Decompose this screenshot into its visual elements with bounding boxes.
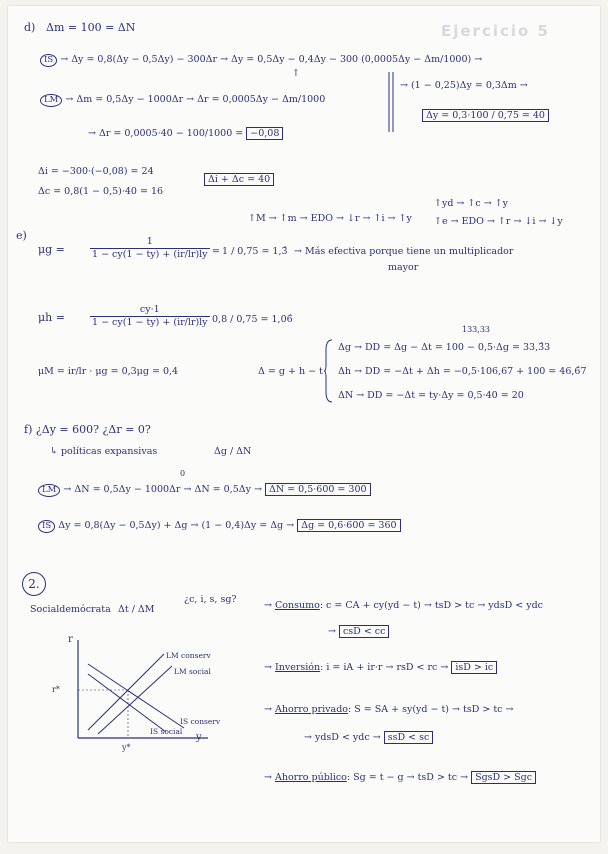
mu-g-value: 1 / 0,75 = 1,3̂ [222, 246, 288, 257]
section-2-question: ¿c, i, s, sg? [184, 594, 237, 605]
mu-h-numerator: cy·1 [90, 304, 210, 317]
dy-result-box [422, 110, 549, 122]
ahorro-privado-label: Ahorro privado [274, 704, 348, 715]
dr-equation: → Δr = 0,0005·40 − 100/1000 = [88, 128, 244, 139]
policy-vars: Δg / ΔN [214, 446, 252, 457]
dd-branch-h: Δh → DD = −Δt + Δh = −0,5·106,67 + 100 = 46,6̂7 [338, 366, 587, 377]
is-tag: IS [40, 54, 57, 67]
graph-r-star: r* [52, 685, 60, 694]
consumo-result-row: → csD < cc [328, 626, 389, 638]
lm-equation: → Δm = 0,5Δy − 1000Δr → Δr = 0,0005Δy − Δm/1000 [65, 94, 326, 105]
sum-result: Δi + Δc = 40 [204, 173, 274, 186]
ghost-title: Ejercicio 5 [441, 22, 550, 40]
ahorro-privado-row: → Ahorro privado: S = SA + sy(yd − t) → tsD > tc → [264, 704, 514, 715]
part-e-label: e) [16, 229, 27, 242]
notebook-page [8, 6, 600, 842]
consumo-equation: : c = CA + cy(yd − t) → tsD > tc → ydsD < ydc [319, 600, 544, 611]
dr-row [88, 128, 283, 140]
mu-h-denominator: 1 − cy(1 − ty) + (ir/lr)ly [92, 317, 208, 328]
part-d-premise: Δm = 100 = ΔN [46, 21, 136, 34]
superscript-value: 133,33 [462, 325, 490, 334]
is-equation-row [40, 54, 482, 67]
mu-h-value: 0,8 / 0,75 = 1,06̂ [212, 314, 293, 325]
section-2-intro: Socialdemócrata [30, 604, 111, 615]
mu-g-note: → Más efectiva porque tiene un multiplicador [294, 246, 514, 257]
f-lm-result: ΔN = 0,5·600 = 300 [265, 483, 371, 496]
dy-result: Δy = 0,3·100 / 0,75 = 40 [422, 109, 549, 122]
consumo-result: csD < cc [339, 625, 389, 638]
lm-equation-row [40, 94, 325, 107]
f-lm-tag: LM [38, 484, 60, 497]
mu-g-fraction [88, 236, 212, 261]
ahorro-privado-equation: : S = SA + sy(yd − t) → tsD > tc → [348, 704, 514, 715]
graph-y-star: y* [122, 743, 131, 752]
mu-h-lhs: μh = [38, 311, 65, 324]
ahorro-privado-step: → ydsD < ydc → [304, 732, 381, 743]
ahorro-publico-label: Ahorro público [274, 772, 347, 783]
graph-lm-conserv-label: LM conserv [166, 651, 211, 660]
f-lm-equation: → ΔN = 0,5Δy − 1000Δr → ΔN = 0,5Δy → [63, 484, 262, 495]
mu-g-numerator: 1 [90, 236, 210, 249]
delta-i-line: Δi = −300·(−0,08) = 24 [38, 166, 154, 177]
lm-tag: LM [40, 94, 62, 107]
mu-g-lhs: μg = [38, 243, 65, 256]
sum-box [204, 174, 274, 186]
f-is-equation: Δy = 0,8(Δy − 0,5Δy) + Δg → (1 − 0,4)Δy = Δg → [58, 520, 295, 531]
part-f-question: f) ¿Δy = 600? ¿Δr = 0? [24, 423, 151, 436]
inversion-row: → Inversión: i = iA + ir·r → rsD < rc → isD > ic [264, 662, 497, 674]
f-is-tag: IS [38, 520, 55, 533]
f-lm-row [38, 484, 371, 497]
dd-branch-n: ΔN → DD = −Δt = ty·Δy = 0,5·40 = 20 [338, 390, 524, 401]
section-2-number: 2. [22, 572, 46, 596]
is-conserv-curve [88, 664, 184, 728]
lm-social-curve [98, 666, 172, 734]
zero-mark: 0 [180, 469, 186, 478]
f-is-result: Δg = 0,6·600 = 360 [297, 519, 400, 532]
lm-conserv-curve [88, 654, 164, 730]
inversion-label: Inversión [274, 662, 321, 673]
mu-m-line: μM = ir/lr · μg = 0,3μg = 0,4 [38, 366, 179, 377]
policies-note: ↳ políticas expansivas [50, 446, 158, 457]
inversion-result: isD > ic [451, 661, 497, 674]
graph-is-social-label: IS social [150, 727, 183, 736]
ahorro-privado-result-row [304, 732, 433, 744]
graph-is-conserv-label: IS conserv [180, 717, 221, 726]
transmission-branch-b: ↑e → EDO → ↑r → ↓i → ↓y [434, 216, 563, 227]
section-2-vars: Δt / ΔM [118, 604, 155, 615]
dd-branch-g: Δg → DD = Δg − Δt = 100 − 0,5·Δg = 33,3̂3 [338, 342, 551, 353]
inversion-equation: : i = iA + ir·r → rsD < rc → [320, 662, 449, 673]
delta-c-line: Δc = 0,8(1 − 0,5)·40 = 16 [38, 186, 164, 197]
dr-result: −0,08 [246, 127, 283, 140]
mu-g-denominator: 1 − cy(1 − ty) + (ir/lr)ly [92, 249, 208, 260]
mu-g-note-cont: mayor [388, 262, 419, 273]
delta-def: Δ = g + h − t [258, 366, 323, 377]
mu-h-fraction [88, 304, 212, 329]
graph-y-label: r [68, 634, 73, 645]
ahorro-publico-equation: : Sg = t − g → tsD > tc → [346, 772, 469, 783]
part-d-label: d) [24, 21, 36, 34]
up-arrow-icon: ↑ [292, 68, 300, 79]
graph-x-label: y [196, 732, 202, 743]
consumo-label: Consumo [274, 600, 320, 611]
is-equation: → Δy = 0,8(Δy − 0,5Δy) − 300Δr → Δy = 0,5Δy − 0,4Δy − 300 (0,0005Δy − Δm/1000) → [60, 54, 483, 65]
ahorro-privado-result: ssD < sc [384, 731, 434, 744]
ahorro-publico-row: → Ahorro público: Sg = t − g → tsD > tc → SgsD > Sgc [264, 772, 536, 784]
f-is-row [38, 520, 401, 533]
transmission-branch-a: ↑yd → ↑c → ↑y [434, 198, 509, 209]
lm-right-step: → (1 − 0,25)Δy = 0,3Δm → [400, 80, 528, 91]
graph-lm-social-label: LM social [174, 667, 211, 676]
transmission-chain: ↑M → ↑m → EDO → ↓r → ↑i → ↑y [248, 213, 412, 224]
consumo-row: → Consumo: c = CA + cy(yd − t) → tsD > tc → ydsD < ydc [264, 600, 544, 611]
ahorro-publico-result: SgsD > Sgc [471, 771, 536, 784]
brace [324, 340, 334, 402]
double-bar-divider [388, 72, 396, 132]
mu-g-eq: = [212, 246, 220, 257]
